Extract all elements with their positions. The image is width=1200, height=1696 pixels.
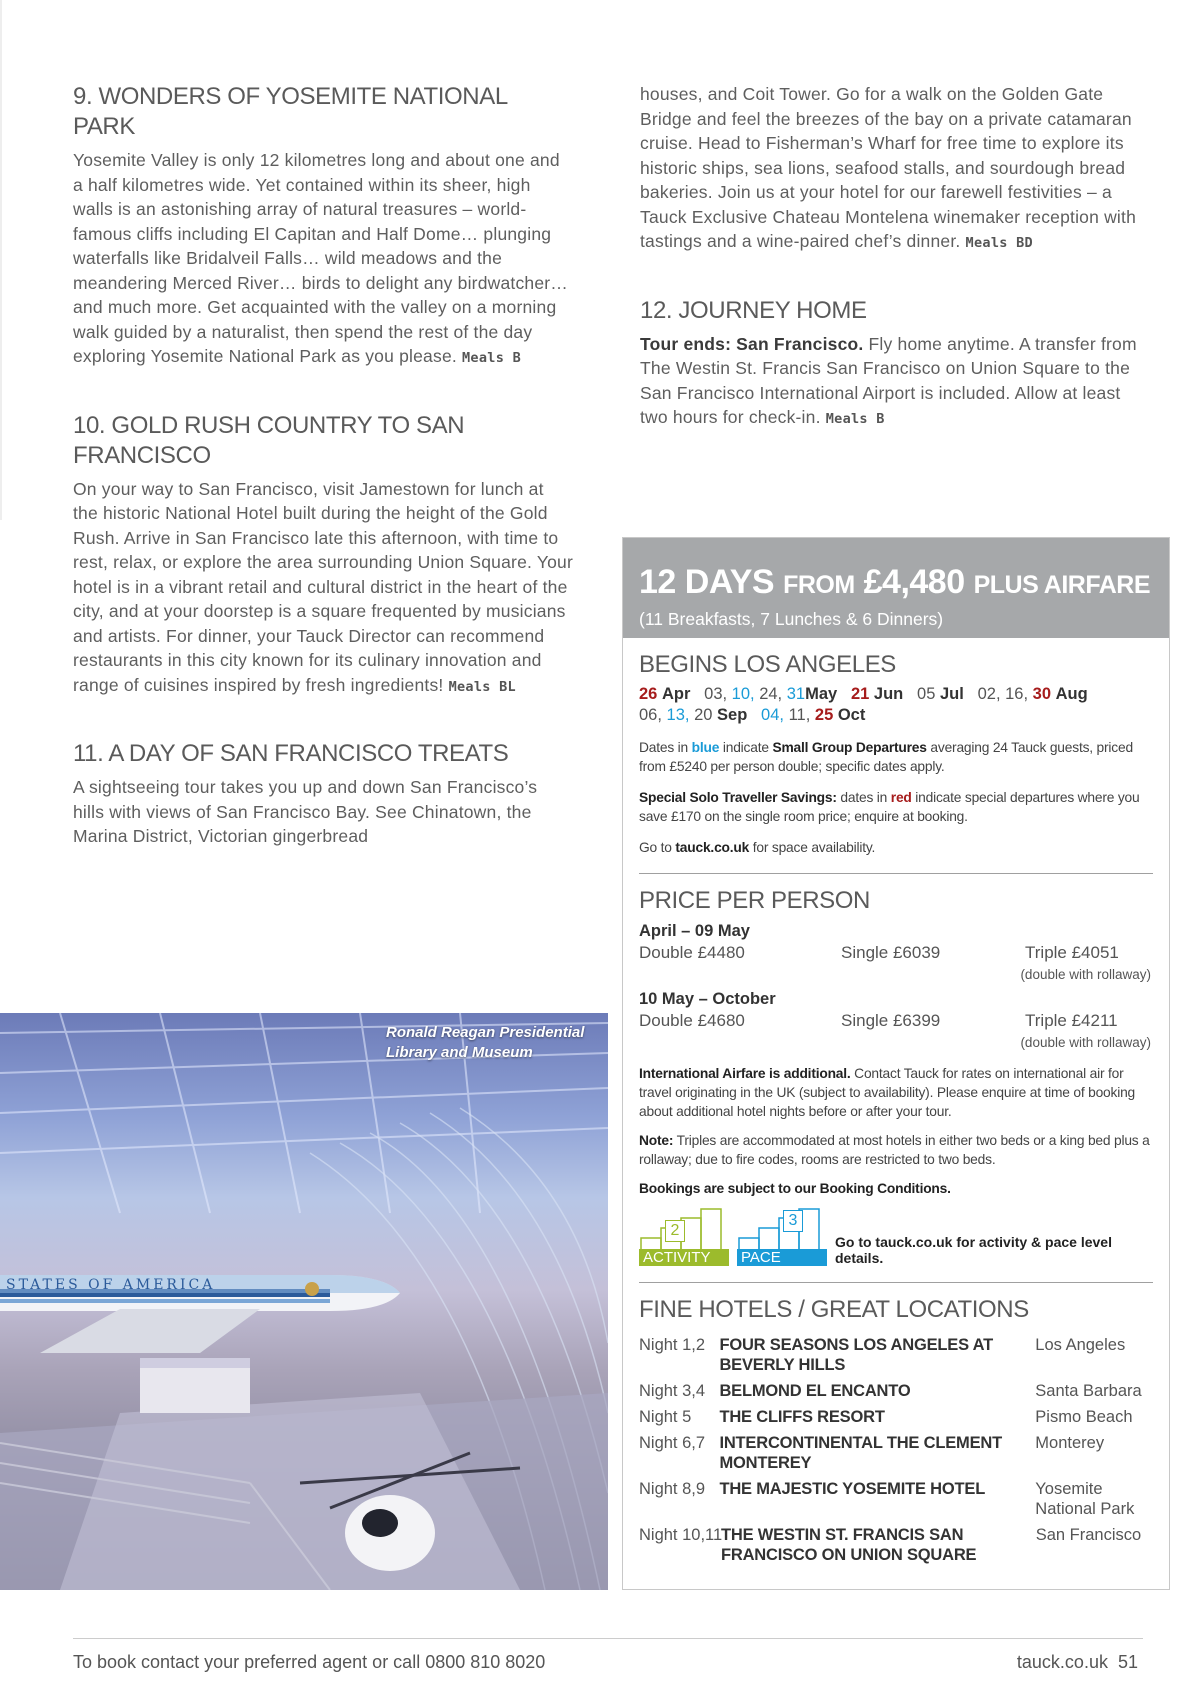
hotel-name: BELMOND EL ENCANTO (719, 1382, 911, 1400)
day-10-meals: Meals BL (448, 678, 516, 695)
hotel-name: THE CLIFFS RESORT (719, 1408, 885, 1426)
small-group-note (639, 738, 1153, 776)
date-jul (917, 685, 964, 703)
hotel-night: Night 10,11 (639, 1526, 723, 1544)
period-1-rollaway: (double with rollaway) (1020, 967, 1151, 982)
day-11-section (73, 739, 573, 849)
departure-dates (639, 684, 1153, 726)
date-sep (639, 706, 747, 724)
price-period-1 (639, 920, 1153, 984)
day-9-text: Yosemite Valley is only 12 kilometres long and about one and a half kilometres wide. Yet contained within its sheer, high walls is an astonishing array of natural treasures – world-famous cliffs including El Capitan and Half Dome… plunging waterfalls like Bridalveil Falls… wild meadows and the meandering Merced River… birds to delight any birdwatcher… and much more. Get acquainted with the valley on a morning walk guided by a naturalist, then spend the rest of the day exploring Yosemite National Park as you please. (73, 150, 569, 366)
availability-note (639, 838, 1153, 857)
begins-title: BEGINS LOS ANGELES (639, 651, 896, 678)
day-9-section (73, 82, 573, 371)
jul-day: 05 (917, 685, 936, 703)
box-header (623, 538, 1169, 638)
headline-price (639, 562, 1153, 605)
date-apr-day: 26 (639, 685, 658, 703)
hotel-row (639, 1479, 1153, 1519)
note2-a: dates in (836, 790, 891, 805)
may-day-2: 10, (731, 685, 755, 703)
hotel-name: INTERCONTINENTAL THE CLEMENT MONTEREY (719, 1434, 1002, 1472)
days-count: 12 DAYS (639, 563, 775, 601)
pace-level-number: 3 (783, 1210, 803, 1232)
pace-label: PACE (737, 1249, 827, 1266)
booking-conditions-text: Bookings are subject to our Booking Conditions. (639, 1181, 951, 1196)
page-edge-divider (0, 0, 2, 520)
period-1-prices (639, 942, 1153, 964)
note2-red: red (890, 790, 912, 805)
hotel-night: Night 3,4 (639, 1382, 706, 1400)
note3-a: Go to (639, 840, 676, 855)
triples-bold: Note: (639, 1133, 674, 1148)
note1-b: indicate (719, 740, 773, 755)
footer-contact: To book contact your preferred agent or call 0800 810 8020 (73, 1652, 546, 1672)
booking-conditions (639, 1179, 1153, 1198)
note2-b: indicate special departures where you save £170 on the single room price; enquire at booking. (639, 790, 1140, 824)
hotel-location: Los Angeles (1035, 1336, 1126, 1354)
day-12-section (640, 296, 1140, 432)
hotel-night: Night 5 (639, 1408, 692, 1426)
note3-b: for space availability. (749, 840, 876, 855)
sep-day-2: 13, (666, 706, 690, 724)
period-2-rollaway: (double with rollaway) (1020, 1035, 1151, 1050)
meals-summary: (11 Breakfasts, 7 Lunches & 6 Dinners) (639, 609, 944, 629)
plus-airfare-label: PLUS AIRFARE (973, 571, 1150, 599)
airfare-bold: International Airfare is additional. (639, 1066, 851, 1081)
date-jun (851, 685, 903, 703)
aug-days: 02, 16, (977, 685, 1029, 703)
footer-site-link[interactable]: tauck.co.uk (1016, 1652, 1108, 1672)
oct-day-2: 11, (788, 706, 811, 724)
activity-level-icon (639, 1208, 729, 1266)
day-12-title: 12. JOURNEY HOME (640, 296, 867, 324)
price-title: PRICE PER PERSON (639, 887, 870, 914)
jun-day: 21 (850, 685, 870, 703)
hotel-name: FOUR SEASONS LOS ANGELES AT BEVERLY HILLS (719, 1336, 994, 1374)
airfare-text: Contact Tauck for rates on international air for travel originating in the UK (subject to availability). Please enquire at time of booking about additional hotel nights before or after your tour. (639, 1066, 1136, 1119)
day-11-continued (640, 82, 1140, 256)
hotel-location: Pismo Beach (1035, 1408, 1133, 1426)
note1-blue: blue (691, 740, 720, 755)
footer-page-info (1017, 1652, 1138, 1673)
hotel-name: THE WESTIN ST. FRANCIS SAN FRANCISCO ON UNION SQUARE (721, 1526, 977, 1564)
day-12-meals: Meals B (825, 411, 885, 427)
footer-divider (73, 1638, 1143, 1639)
hotel-location: San Francisco (1035, 1526, 1142, 1544)
date-apr (639, 685, 690, 703)
period-2-single: Single £6399 (841, 1011, 941, 1030)
day-9-title: 9. WONDERS OF YOSEMITE NATIONAL PARK (73, 83, 507, 140)
day-11-body-left: A sightseeing tour takes you up and down San Francisco’s hills with views of San Francisco Bay. See Chinatown, the Marina District, Victorian gingerbread (73, 777, 538, 846)
left-column (73, 82, 573, 889)
period-1-label: April – 09 May (639, 922, 750, 940)
may-day-4: 31 (786, 685, 806, 703)
period-2-double: Double £4680 (639, 1011, 745, 1030)
triples-text: Triples are accommodated at most hotels in either two beds or a king bed plus a rollaway; due to fire codes, rooms are restricted to two beds. (639, 1133, 1150, 1167)
note1-c: averaging 24 Tauck guests, priced from £5240 per person double; specific dates apply. (639, 740, 1133, 774)
tauck-link[interactable]: tauck.co.uk (675, 840, 750, 855)
from-label: FROM (783, 571, 855, 599)
oct-day-1: 04, (761, 706, 784, 724)
month-oct: Oct (837, 706, 866, 724)
oct-day-red: 25 (814, 706, 834, 724)
reagan-library-photo (0, 1013, 608, 1590)
day-11-body-right (640, 82, 1140, 256)
may-day-3: 24, (759, 685, 783, 703)
note1-bold: Small Group Departures (772, 740, 927, 755)
period-1-double: Double £4480 (639, 943, 745, 962)
photo-caption: Ronald Reagan Presidential Library and Museum (386, 1024, 585, 1061)
hotel-location: Santa Barbara (1035, 1382, 1142, 1400)
hotel-location: Yosemite National Park (1035, 1480, 1135, 1518)
month-apr: Apr (661, 685, 691, 703)
hotel-night: Night 8,9 (639, 1480, 706, 1498)
period-2-prices (639, 1010, 1153, 1032)
month-may: May (805, 685, 838, 703)
activity-label: ACTIVITY (639, 1249, 729, 1266)
day-10-body (73, 477, 573, 700)
may-day-1: 03, (704, 685, 728, 703)
day-10-title: 10. GOLD RUSH COUNTRY TO SAN FRANCISCO (73, 411, 465, 469)
triples-note (639, 1131, 1153, 1169)
hotel-row (639, 1381, 1153, 1401)
note2-bold: Special Solo Traveller Savings: (639, 790, 837, 805)
date-oct (761, 706, 865, 724)
hotel-name: THE MAJESTIC YOSEMITE HOTEL (719, 1480, 986, 1498)
plane-lettering: STATES OF AMERICA (6, 1277, 216, 1293)
activity-level-number: 2 (665, 1220, 685, 1242)
day-12-lead: Tour ends: San Francisco. (640, 333, 864, 354)
box-body (623, 638, 1169, 1565)
pace-level-icon (737, 1208, 827, 1266)
note1-a: Dates in (639, 740, 692, 755)
from-price: £4,480 (863, 563, 965, 601)
month-jul: Jul (939, 685, 964, 703)
hotel-row (639, 1525, 1153, 1565)
sep-day-3: 20 (694, 706, 713, 724)
activity-pace-levels (639, 1208, 1153, 1266)
period-2-label: 10 May – October (639, 990, 776, 1008)
right-column (640, 82, 1140, 472)
hotels-list (639, 1335, 1153, 1565)
month-sep: Sep (717, 706, 748, 724)
period-2-triple: Triple £4211 (1025, 1011, 1118, 1030)
hotel-row (639, 1335, 1153, 1375)
hotel-location: Monterey (1035, 1434, 1105, 1452)
day-9-body (73, 148, 573, 371)
day-10-text: On your way to San Francisco, visit Jamestown for lunch at the historic National Hotel built during the height of the Gold Rush. Arrive in San Francisco late this afternoon, with time to rest, relax, or explore the area surrounding Union Square. Your hotel is in a vibrant retail and cultural district in the heart of the city, and at your doorstep is a square frequented by musicians and artists. For dinner, your Tauck Director can recommend restaurants in this city known for its culinary innovation and range of cuisines inspired by fresh ingredients! (73, 478, 573, 695)
month-aug: Aug (1055, 685, 1088, 703)
page-number: 51 (1117, 1652, 1138, 1672)
month-jun: Jun (873, 685, 904, 703)
sep-day-1: 06, (639, 706, 662, 724)
hotel-night: Night 1,2 (639, 1336, 706, 1354)
hotel-row (639, 1433, 1153, 1473)
day-11-meals: Meals BD (965, 235, 1033, 251)
airfare-note (639, 1064, 1153, 1121)
aug-day-red: 30 (1032, 685, 1052, 703)
day-9-meals: Meals B (462, 350, 521, 366)
date-may (704, 685, 837, 703)
day-11-text-right: houses, and Coit Tower. Go for a walk on the Golden Gate Bridge and feel the breezes of the bay on a private catamaran cruise. Head to Fisherman’s Wharf for free time to explore its historic ships, sea lions, seafood stalls, and sourdough bread bakeries. Join us at your hotel for our farewell festivities – a Tauck Exclusive Chateau Montelena winemaker reception with tastings and a wine-paired chef’s dinner. (640, 84, 1137, 251)
solo-traveller-note (639, 788, 1153, 826)
day-12-text: Fly home anytime. A transfer from The Westin St. Francis San Francisco on Union Square to the San Francisco International Airport is included. Allow at least two hours for check-in. (640, 333, 1137, 427)
price-period-2 (639, 988, 1153, 1052)
day-12-body (640, 332, 1140, 432)
day-11-title: 11. A DAY OF SAN FRANCISCO TREATS (73, 740, 509, 767)
hotels-title: FINE HOTELS / GREAT LOCATIONS (639, 1296, 1029, 1323)
date-aug (978, 685, 1088, 703)
hotel-night: Night 6,7 (639, 1434, 706, 1452)
levels-note: Go to tauck.co.uk for activity & pace level details. (835, 1234, 1112, 1266)
period-1-triple: Triple £4051 (1025, 943, 1119, 962)
divider-2 (639, 1282, 1153, 1283)
divider (639, 873, 1153, 874)
period-1-single: Single £6039 (841, 943, 941, 962)
hotel-row (639, 1407, 1153, 1427)
hangar-illustration (0, 1013, 608, 1590)
tour-info-box (622, 537, 1170, 1590)
day-10-section (73, 411, 573, 700)
